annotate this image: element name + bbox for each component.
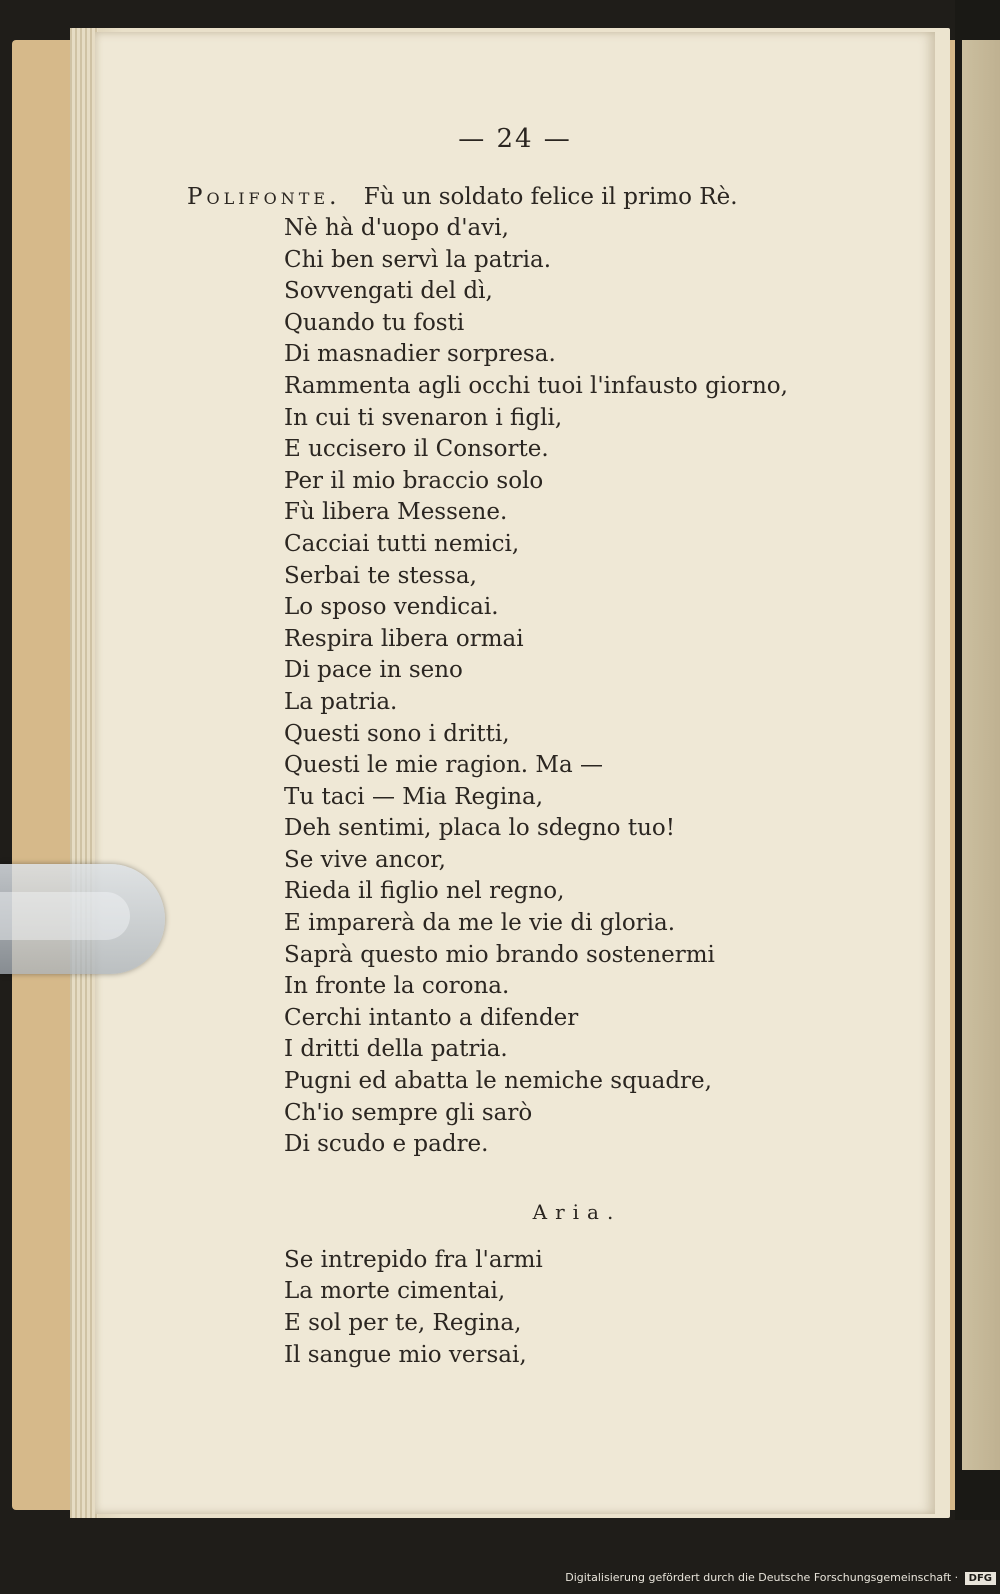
verse-line: Nè hà d'uopo d'avi, <box>284 215 509 241</box>
aria-verse-line: E sol per te, Regina, <box>284 1310 522 1336</box>
aria-verse-line: La morte cimentai, <box>284 1278 506 1305</box>
verse-line: I dritti della patria. <box>284 1036 508 1063</box>
verse-line: Fù libera Messene. <box>284 499 508 526</box>
verse-line: Se vive ancor, <box>284 846 446 873</box>
page-number: — 24 — <box>458 124 572 154</box>
verse-line: Ch'io sempre gli sarò <box>284 1099 533 1126</box>
verse-line: Sovvengati del dì, <box>284 278 493 305</box>
verse-line: Deh sentimi, placa lo sdegno tuo! <box>284 815 675 842</box>
aria-verse-list <box>187 1245 917 1371</box>
verse-line: Tu taci — Mia Regina, <box>284 783 544 810</box>
verse-line: Cerchi intanto a difender <box>284 1004 579 1031</box>
verse-line: Chi ben servì la patria. <box>284 246 552 273</box>
verse-line: In fronte la corona. <box>284 973 510 1000</box>
aria-verse-line: Se intrepido fra l'armi <box>284 1246 543 1273</box>
verse-line: Lo sposo vendicai. <box>284 594 499 621</box>
verse-line: Rieda il figlio nel regno, <box>284 878 565 905</box>
verse-line: Cacciai tutti nemici, <box>284 530 520 557</box>
verse-line: Per il mio braccio solo <box>284 467 544 494</box>
verse-line: E imparerà da me le vie di gloria. <box>284 910 676 937</box>
footer-text: Digitalisierung gefördert durch die Deutsche Forschungsgemeinschaft · <box>565 1571 959 1584</box>
verse-line: Respira libera ormai <box>284 625 524 652</box>
verse-line: In cui ti svenaron i figli, <box>284 404 563 431</box>
speaker-name: Polifonte. <box>187 184 341 210</box>
verse-line: Quando tu fosti <box>284 309 465 336</box>
verse-line: E uccisero il Consorte. <box>284 436 549 463</box>
book-page <box>95 32 935 1514</box>
verse-line: Pugni ed abatta le nemiche squadre, <box>284 1068 712 1095</box>
verse-line: Di pace in seno <box>284 657 463 684</box>
first-verse: Fù un soldato felice il primo Rè. <box>363 184 738 210</box>
text-block <box>187 182 917 1371</box>
glass-page-weight <box>0 864 165 974</box>
verse-line: Questi sono i dritti, <box>284 720 510 747</box>
dfg-logo: DFG <box>965 1572 996 1585</box>
verse-line: Di scudo e padre. <box>284 1131 489 1158</box>
verse-line: Questi le mie ragion. Ma — <box>284 752 604 779</box>
verse-line: La patria. <box>284 688 398 715</box>
aria-verse-line: Il sangue mio versai, <box>284 1341 527 1368</box>
digitization-footer <box>565 1571 996 1591</box>
aria-heading: Aria. <box>532 1199 622 1224</box>
verse-list <box>187 213 917 1161</box>
verse-line: Di masnadier sorpresa. <box>284 341 556 368</box>
verse-line: Saprà questo mio brando sostenermi <box>284 941 715 968</box>
verse-line: Rammenta agli occhi tuoi l'infausto giorno, <box>284 372 788 399</box>
speaker-line <box>187 182 917 213</box>
facing-page-edge <box>962 40 1000 1470</box>
verse-line: Serbai te stessa, <box>284 562 477 589</box>
